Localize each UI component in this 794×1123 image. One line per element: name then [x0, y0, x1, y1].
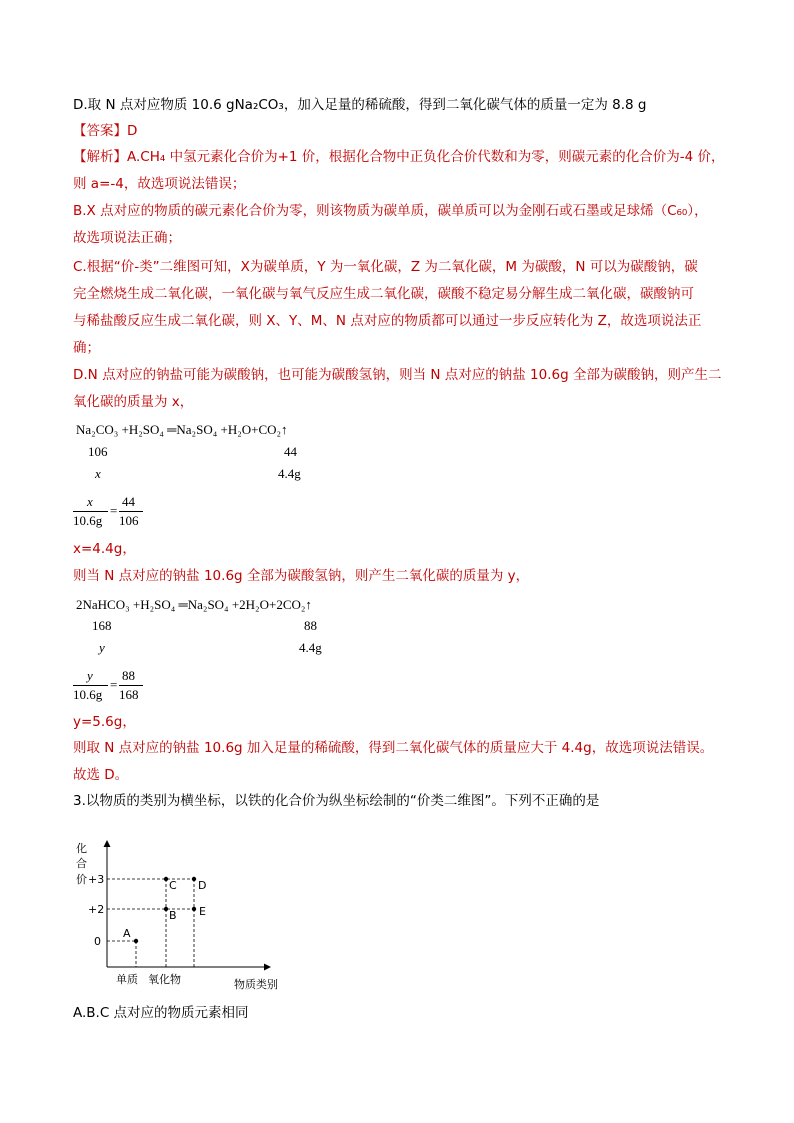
eq2-frac-right-den: 168	[119, 687, 139, 702]
eq2-mr-right: 88	[304, 618, 317, 633]
analysis-c-line2: 完全燃烧生成二氧化碳，一氧化碳与氧气反应生成二氧化碳，碳酸不稳定易分解生成二氧化碳，碳酸钠可	[73, 286, 694, 302]
point-b-label: B	[169, 909, 177, 922]
eq2-proportion	[73, 668, 153, 708]
eq2-mr-left: 168	[92, 618, 112, 633]
answer-text: 【答案】D	[73, 123, 138, 139]
eq1-frac-left-den: 10.6g	[73, 513, 103, 528]
eq2-mass-right: 4.4g	[299, 640, 322, 655]
eq2-frac-left-num: y	[87, 668, 93, 683]
question-3-stem: 3.以物质的类别为横坐标，以铁的化合价为纵坐标绘制的“价类二维图”。下列不正确的是	[73, 793, 600, 809]
point-c-label: C	[169, 879, 177, 892]
eq1-frac-right-num: 44	[122, 494, 135, 509]
y-axis-label-1: 化	[76, 842, 87, 855]
analysis-d-line3: 则当 N 点对应的钠盐 10.6g 全部为碳酸氢钠，则产生二氧化碳的质量为 y，	[73, 568, 530, 584]
eq2-frac-left-den: 10.6g	[73, 687, 103, 702]
x-axis-title: 物质类别	[234, 978, 278, 991]
analysis-a-line2: 则 a=-4，故选项说法错误；	[73, 176, 246, 192]
point-e-label: E	[199, 905, 206, 918]
equation-1: Na₂CO₃ +H₂SO₄ ═Na₂SO₄ +H₂O+CO₂↑	[76, 422, 288, 437]
eq2-var-left: y	[99, 640, 105, 655]
y-axis-label-3: 价	[76, 873, 87, 886]
analysis-d-line4: 则取 N 点对应的钠盐 10.6g 加入足量的稀硫酸，得到二氧化碳气体的质量应大于 4.4g，故选项说法错误。	[73, 740, 714, 756]
eq1-var-left: x	[95, 466, 101, 481]
valence-class-diagram	[70, 835, 300, 995]
conclusion-text: 故选 D。	[73, 767, 129, 783]
eq1-proportion	[73, 494, 153, 534]
point-a-label: A	[123, 927, 131, 940]
eq1-frac-left-num: x	[87, 494, 93, 509]
question-3-option-a: A.B.C 点对应的物质元素相同	[73, 1005, 249, 1021]
eq1-mass-right: 4.4g	[278, 466, 301, 481]
point-a	[134, 939, 138, 943]
eq1-frac-right-bar	[119, 511, 143, 512]
analysis-a-line1: 【解析】A.CH₄ 中氢元素化合价为+1 价，根据化合物中正负化合价代数和为零，则碳元素的化合价为-4 价，	[73, 149, 725, 165]
analysis-b-line1: B.X 点对应的物质的碳元素化合价为零，则该物质为碳单质，碳单质可以为金刚石或石墨或足球烯（C₆₀），	[73, 203, 708, 219]
y-axis-label-2: 合	[76, 857, 87, 870]
analysis-c-line3: 与稀盐酸反应生成二氧化碳，则 X、Y、M、N 点对应的物质都可以通过一步反应转化为 Z，故选项说法正	[73, 313, 702, 329]
point-d-label: D	[198, 879, 207, 892]
eq1-mr-left: 106	[88, 444, 108, 459]
eq2-frac-right-num: 88	[122, 668, 135, 683]
x-category-oxide: 氧化物	[148, 973, 181, 986]
eq1-frac-left-bar	[73, 511, 108, 512]
point-c	[164, 877, 168, 881]
x-category-simple: 单质	[116, 973, 138, 986]
analysis-d-line2: 氧化碳的质量为 x，	[73, 394, 194, 410]
y-result: y=5.6g，	[73, 714, 136, 730]
analysis-b-line2: 故选项说法正确；	[73, 230, 181, 246]
point-e	[192, 907, 196, 911]
x-result: x=4.4g，	[73, 541, 136, 557]
eq1-equals: =	[110, 503, 118, 518]
eq2-frac-left-bar	[73, 685, 108, 686]
eq2-equals: =	[110, 677, 118, 692]
analysis-c-line4: 确；	[73, 340, 100, 356]
option-d-text: D.取 N 点对应物质 10.6 gNa₂CO₃，加入足量的稀硫酸，得到二氧化碳气体的质量一定为 8.8 g	[73, 97, 647, 113]
point-d	[192, 877, 196, 881]
point-b	[164, 907, 168, 911]
y-tick-plus2: +2	[88, 903, 105, 916]
analysis-c-line1: C.根据“价-类”二维图可知，X为碳单质，Y 为一氧化碳，Z 为二氧化碳，M 为碳酸，N 可以为碳酸钠，碳	[73, 259, 698, 275]
analysis-d-line1: D.N 点对应的钠盐可能为碳酸钠，也可能为碳酸氢钠，则当 N 点对应的钠盐 10.6g 全部为碳酸钠，则产生二	[73, 367, 722, 383]
equation-2: 2NaHCO₃ +H₂SO₄ ═Na₂SO₄ +2H₂O+2CO₂↑	[76, 597, 312, 612]
eq2-frac-right-bar	[119, 685, 143, 686]
y-tick-plus3: +3	[88, 873, 105, 886]
y-tick-zero: 0	[94, 935, 101, 948]
eq1-mr-right: 44	[284, 444, 297, 459]
eq1-frac-right-den: 106	[119, 513, 139, 528]
